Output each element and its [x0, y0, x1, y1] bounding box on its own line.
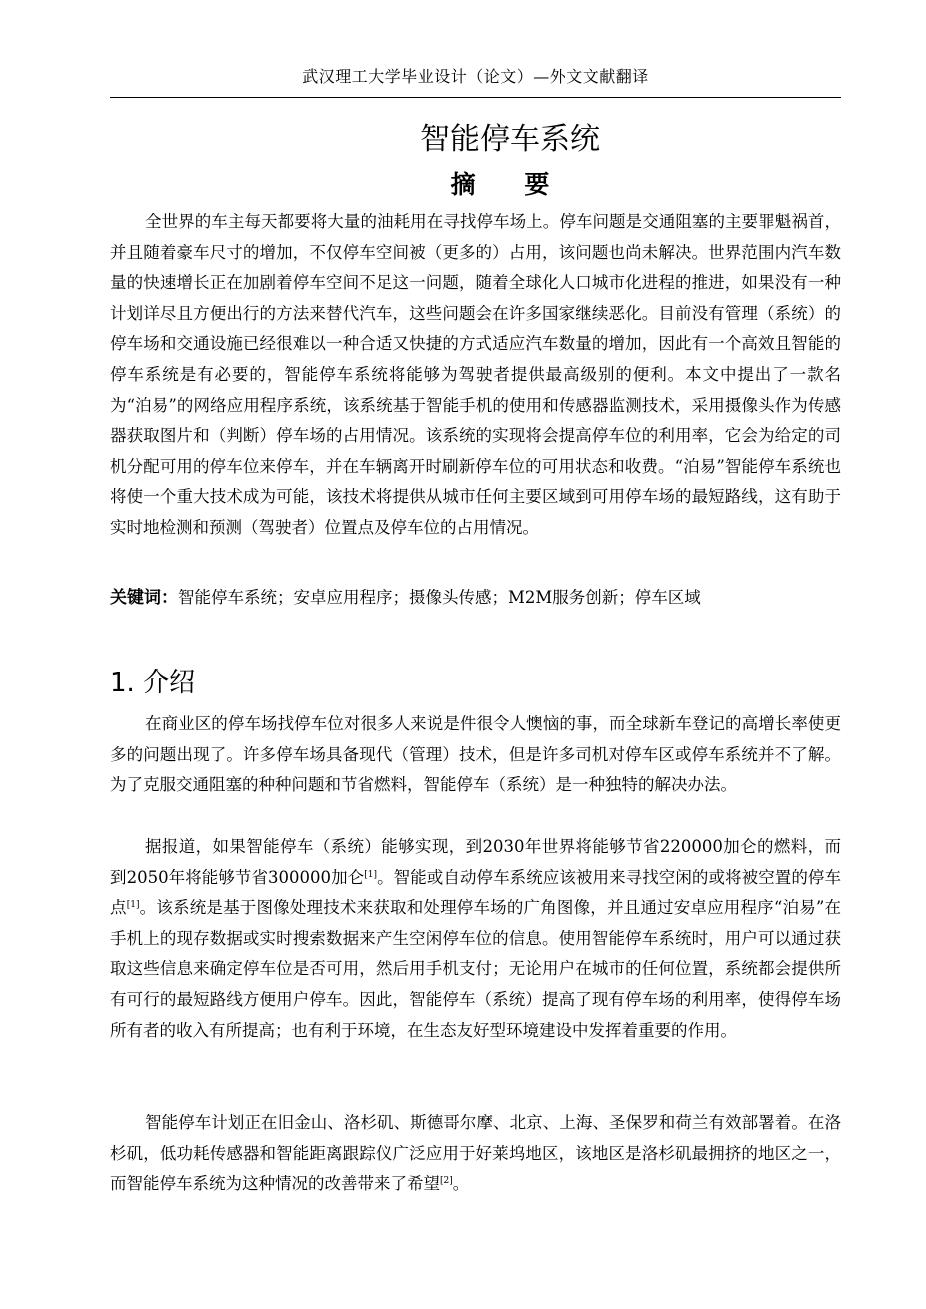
document-title: 智能停车系统: [420, 122, 600, 157]
intro-paragraph-3: [110, 1108, 841, 1200]
intro-paragraph-1: 在商业区的停车场找停车位对很多人来说是件很令人懊恼的事，而全球新车登记的高增长率使更多的问题出现了。许多停车场具备现代（管理）技术，但是许多司机对停车区或停车系统并不了解。为了克服交通阻塞的种种问题和节省燃料，智能停车（系统）是一种独特的解决办法。: [110, 714, 841, 795]
abstract-heading: 摘 要: [450, 170, 570, 199]
running-header: 武汉理工大学毕业设计（论文）—外文文献翻译: [302, 67, 649, 86]
intro-paragraph-2-text-a: 据报道，如果智能停车（系统）能够实现，到2030年世界将能够节省220000加仑的燃料，而到2050年将能够节省300000加仑: [110, 837, 841, 887]
section-heading-intro: 1. 介绍: [110, 668, 196, 698]
citation-2[interactable]: [2]: [440, 1176, 453, 1187]
keywords-label: 关键词：: [110, 588, 178, 608]
intro-paragraph-2: [110, 832, 841, 1046]
intro-paragraph-2-text-b: 。智能或自动停车系统应该被用来寻找空闲的或将被空置的停车点: [110, 867, 842, 918]
intro-paragraph-3-text-a: 智能停车计划正在旧金山、洛杉矶、斯德哥尔摩、北京、上海、圣保罗和荷兰有效部署着。在洛杉矶，低功耗传感器和智能距离跟踪仪广泛应用于好莱坞地区，该地区是洛杉矶最拥挤的地区之一，而智能停车系统为这种情况的改善带来了希望: [110, 1113, 841, 1194]
citation-1[interactable]: [1]: [364, 869, 378, 880]
header-divider: [110, 97, 841, 98]
keywords-text: 智能停车系统；安卓应用程序；摄像头传感；M2M服务创新；停车区域: [178, 588, 701, 607]
intro-paragraph-2-text-c: 。该系统是基于图像处理技术来获取和处理停车场的广角图像，并且通过安卓应用程序“泊易”在手机上的现存数据或实时搜索数据来产生空闲停车位的信息。使用智能停车系统时，用户可以通过获取这些信息来确定停车位是否可用，然后用手机支付；无论用户在城市的任何位置，系统都会提供所有可行的最短路线方便用户停车。因此，智能停车（系统）提高了现有停车场的利用率，使得停车场所有者的收入有所提高；也有利于环境，在生态友好型环境建设中发挥着重要的作用。: [110, 898, 842, 1040]
intro-paragraph-3-text-b: 。: [452, 1174, 470, 1194]
keywords-line: [110, 583, 841, 613]
abstract-paragraph: 全世界的车主每天都要将大量的油耗用在寻找停车场上。停车问题是交通阻塞的主要罪魁祸首，并且随着豪车尺寸的增加，不仅停车空间被（更多的）占用，该问题也尚未解决。世界范围内汽车数量的快速增长正在加剧着停车空间不足这一问题，随着全球化人口城市化进程的推进，如果没有一种计划详尽且方便出行的方法来替代汽车，这些问题会在许多国家继续恶化。目前没有管理（系统）的停车场和交通设施已经很难以一种合适又快捷的方式适应汽车数量的增加，因此有一个高效且智能的停车系统是有必要的，智能停车系统将能够为驾驶者提供最高级别的便利。本文中提出了一款名为“泊易”的网络应用程序系统，该系统基于智能手机的使用和传感器监测技术，采用摄像头作为传感器获取图片和（判断）停车场的占用情况。该系统的实现将会提高停车位的利用率，它会为给定的司机分配可用的停车位来停车，并在车辆离开时刷新停车位的可用状态和收费。“泊易”智能停车系统也将使一个重大技术成为可能，该技术将提供从城市任何主要区域到可用停车场的最短路线，这有助于实时地检测和预测（驾驶者）位置点及停车位的占用情况。: [110, 212, 841, 537]
citation-1-repeat[interactable]: [1]: [126, 900, 140, 911]
